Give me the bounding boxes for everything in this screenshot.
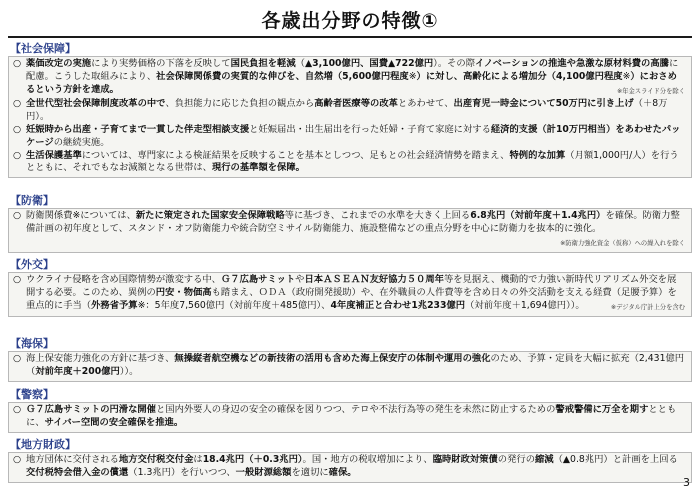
bullet-item xyxy=(13,150,685,176)
body-text: を適切に xyxy=(291,466,329,478)
section-box xyxy=(8,351,692,382)
emphasis-text: 全世代型社会保障制度改革の中で xyxy=(26,98,166,110)
emphasis-text: 地方交付税交付金 xyxy=(118,454,194,465)
emphasis-text: 交付税特会借入金の償還 xyxy=(26,466,129,478)
body-text: を確保。防衛力整備計画の初年度として、スタンド・オフ防衛能力や統合防空ミサイル防衛能力、施設整備などの重点分野を中心に防衛力を抜本的に強化。 xyxy=(26,210,680,234)
emphasis-text: ）におさめるという方針を達成。 xyxy=(26,70,677,95)
emphasis-text: 経済的支援（計10万円相当）をあわせたパッケージ xyxy=(26,123,681,148)
body-text: 、負担能力に応じた負担の観点から xyxy=(165,98,315,110)
emphasis-text: 4年度補正と合わせ1兆233億円 xyxy=(330,299,466,311)
emphasis-text: 対前年度＋200億円 xyxy=(35,365,120,377)
footnote: ※デジタル庁計上分を含む xyxy=(610,303,685,311)
body-text: ）。その際 xyxy=(433,58,476,69)
bullet-item xyxy=(13,124,685,150)
section-police xyxy=(8,388,692,433)
body-text: （1.3兆円）を行いつつ、 xyxy=(128,466,236,478)
emphasis-text: Ｇ７広島サミット xyxy=(220,274,296,285)
emphasis-text: 警戒警備に万全を期す xyxy=(555,404,649,415)
footnote: ※年金スライド分を除く xyxy=(616,87,685,95)
bullet-marker: ○ xyxy=(13,123,22,135)
emphasis-text: 確保。 xyxy=(328,466,357,478)
emphasis-text: 縮減 xyxy=(535,454,554,465)
body-text: 防衛関係費※については、 xyxy=(26,210,136,221)
emphasis-text: イノベーションの推進や急激な原材料費の高騰 xyxy=(475,58,669,69)
section-box xyxy=(8,56,692,178)
body-text: ウクライナ侵略を含め国際情勢が激変する中、 xyxy=(26,274,221,285)
section-box xyxy=(8,452,692,483)
body-text: も踏まえ、ＯＤＡ（政府開発援助）や、在外職員の人件費等を含め日々の外交活動を支える経費（足腰予算）を重点的に手当（ xyxy=(26,286,677,311)
body-text: 等を見据え、機動的で力強い新時代リアリズム外交を展開する必要。このため、異例の xyxy=(26,274,677,298)
body-text: と妊娠届出・出生届出を行った妊婦・子育て家庭に対する xyxy=(249,123,491,135)
title-divider xyxy=(8,36,692,38)
body-text: の発行の xyxy=(497,454,535,465)
body-text: （対前年度＋1,694億円））。 xyxy=(465,299,585,311)
section-box xyxy=(8,208,692,253)
section-heading: 【海保】 xyxy=(10,337,54,350)
emphasis-text: 薬価改定の実施 xyxy=(26,58,92,69)
body-text: や xyxy=(295,274,305,285)
section-coast-guard xyxy=(8,337,692,382)
bullet-marker: ○ xyxy=(13,98,22,110)
bullet-marker: ○ xyxy=(13,210,22,221)
bullet-marker: ○ xyxy=(13,353,22,364)
section-social-security xyxy=(8,42,692,178)
page-title: 各歳出分野の特徴① xyxy=(261,10,439,32)
body-text: （▲0.8兆円）と計画を上回る xyxy=(553,454,678,465)
body-text: ））。 xyxy=(119,365,139,377)
emphasis-text: 日本ＡＳＥＡＮ友好協力５０周年 xyxy=(304,274,444,285)
body-text: 海上保安能力強化の方針に基づき、 xyxy=(26,353,175,364)
bullet-item xyxy=(13,58,685,98)
bullet-item xyxy=(13,353,685,379)
emphasis-text: Ｇ７広島サミットの円滑な開催 xyxy=(26,404,156,415)
emphasis-text: ）に対し、高齢化による増加分（4,100億円程度 xyxy=(416,70,623,82)
section-local-finance xyxy=(8,438,692,483)
body-text: とあわせて、 xyxy=(397,98,454,110)
emphasis-text: 臨時財政対策債 xyxy=(432,454,498,465)
body-text: 地方団体に交付される xyxy=(26,454,119,465)
body-text: については、専門家による検証結果を反映することを基本としつつ、足もとの社会経済情勢を踏まえ、 xyxy=(81,149,510,161)
page-number: 3 xyxy=(683,476,690,489)
bullet-item xyxy=(13,274,685,314)
body-text: は xyxy=(193,454,203,465)
body-text: のため、予算・定員を大幅に拡充（2,431億円（ xyxy=(26,353,685,377)
emphasis-text: 無操縦者航空機などの新技術の活用も含めた海上保安庁の体制や運用の強化 xyxy=(174,353,491,364)
body-text: （ xyxy=(295,58,305,69)
body-text: の継続実施。 xyxy=(53,136,110,148)
body-text: と国内外要人の身辺の安全の確保を図りつつ、テロや不法行為等の発生を未然に防止するための xyxy=(155,404,556,415)
section-heading: 【外交】 xyxy=(10,258,54,271)
section-box xyxy=(8,272,692,317)
bullet-marker: ○ xyxy=(13,404,22,415)
section-heading: 【社会保障】 xyxy=(10,42,76,55)
emphasis-text: 妊娠時から出産・子育てまで一貫した伴走型相談支援 xyxy=(26,123,250,135)
emphasis-text: 社会保障関係費の実質的な伸びを、自然増（5,600億円程度 xyxy=(156,70,409,82)
section-diplomacy xyxy=(8,258,692,317)
body-text: （＋8万円）。 xyxy=(26,98,668,123)
bullet-item xyxy=(13,210,685,250)
body-text: （月額1,000円/人）を行うとともに、それでもなお減額となる世帯は、 xyxy=(26,149,679,174)
bullet-marker: ○ xyxy=(13,274,22,285)
emphasis-text: 外務省予算 xyxy=(91,299,138,311)
section-heading: 【警察】 xyxy=(10,388,54,401)
emphasis-text: ▲3,100億円、国費▲722億円 xyxy=(304,58,434,69)
bullet-item xyxy=(13,404,685,430)
emphasis-text: 出産育児一時金について50万円に引き上げ xyxy=(453,98,634,110)
emphasis-text: 円安・物価高 xyxy=(155,286,212,298)
emphasis-text: 高齢者医療等の改革 xyxy=(314,98,398,110)
bullet-item xyxy=(13,454,685,480)
section-heading: 【地方財政】 xyxy=(10,438,76,451)
bullet-marker: ○ xyxy=(13,149,22,161)
section-box xyxy=(8,402,692,433)
emphasis-text: 一般財源総額 xyxy=(235,466,292,478)
body-text: ※ xyxy=(622,70,631,82)
body-text: 。国・地方の税収増加により、 xyxy=(302,454,433,465)
bullet-marker: ○ xyxy=(13,58,22,69)
body-text: ※ xyxy=(408,70,417,82)
section-heading: 【防衛】 xyxy=(10,194,54,207)
body-text: とともに、 xyxy=(26,404,677,428)
emphasis-text: 18.4兆円（＋0.3兆円） xyxy=(202,454,303,465)
emphasis-text: 6.8兆円（対前年度＋1.4兆円） xyxy=(470,210,606,221)
emphasis-text: 新たに策定された国家安全保障戦略 xyxy=(135,210,285,221)
body-text: 等に基づき、これまでの水準を大きく上回る xyxy=(284,210,471,221)
emphasis-text: 生活保護基準 xyxy=(26,149,82,161)
bullet-item xyxy=(13,98,685,124)
bullet-marker: ○ xyxy=(13,454,22,465)
emphasis-text: 国民負担を軽減 xyxy=(230,58,296,69)
body-text: ※：5年度7,560億円（対前年度＋485億円）、 xyxy=(137,299,331,311)
emphasis-text: サイバー空間の安全確保を推進。 xyxy=(44,416,184,428)
section-defense xyxy=(8,194,692,253)
emphasis-text: 特例的な加算 xyxy=(509,149,566,161)
body-text: に配慮。こうした取組みにより、 xyxy=(26,58,679,82)
emphasis-text: 現行の基準額を保障。 xyxy=(211,162,305,174)
footnote: ※防衛力強化資金（仮称）への繰入れを除く xyxy=(560,239,685,247)
body-text: により実勢価格の下落を反映して xyxy=(91,58,231,69)
